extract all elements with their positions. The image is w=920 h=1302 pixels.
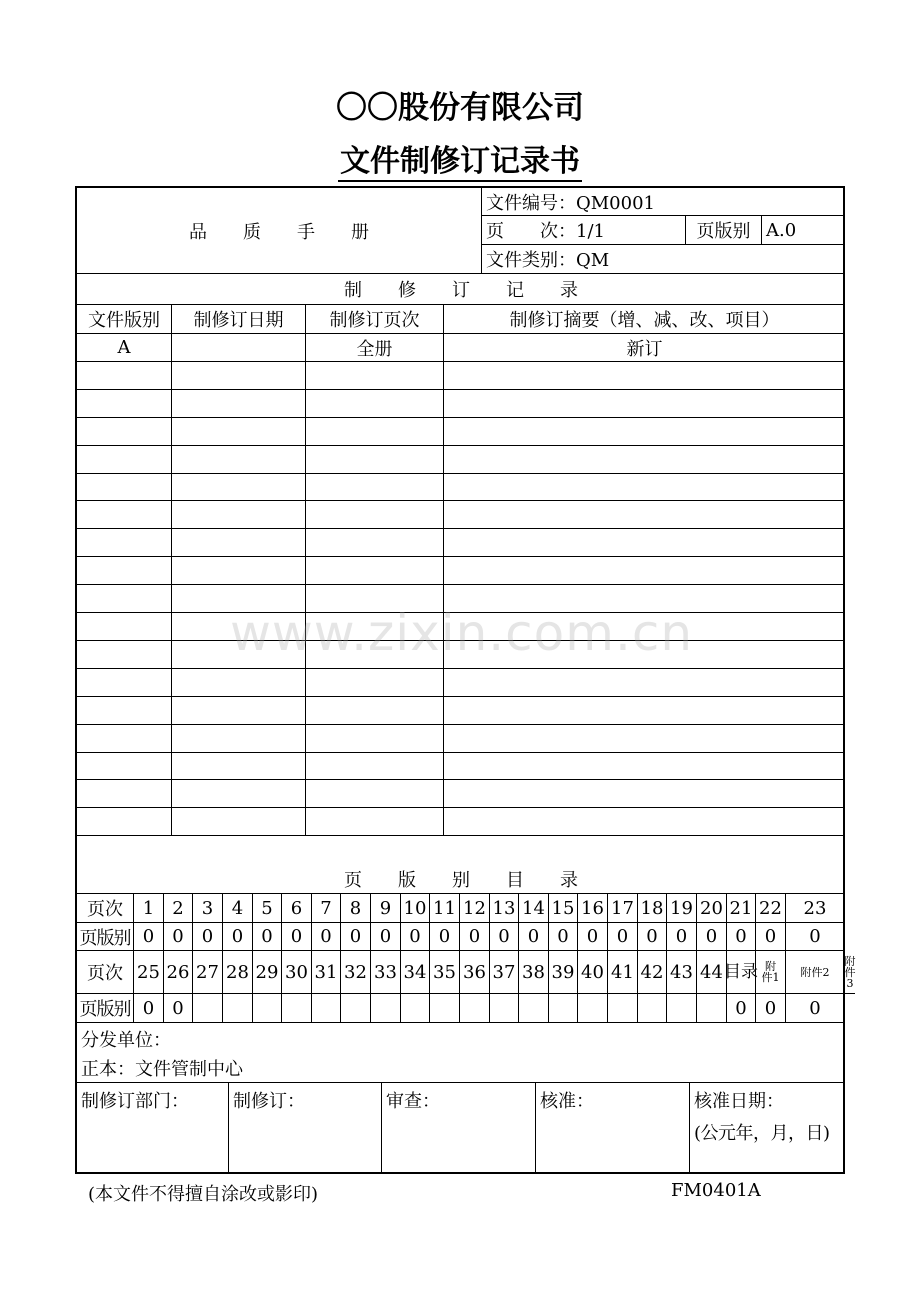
page-number-cell: 8: [341, 894, 371, 923]
page-version-cell: 0: [756, 923, 786, 951]
approve-date-label: 核准日期：: [694, 1091, 784, 1112]
revision-column-header: 制修订摘要（增、减、改、项目）: [444, 305, 845, 334]
page-number-cell: 23: [786, 894, 845, 923]
revision-cell: [306, 446, 444, 474]
revision-cell: [172, 501, 306, 529]
page-version-cell: 0: [134, 923, 164, 951]
page-number-cell: 2: [164, 894, 193, 923]
page-number-cell: 40: [578, 951, 608, 994]
revision-cell: [306, 390, 444, 418]
revision-cell: [444, 725, 845, 753]
catalog-appendix-cell: 附件3: [845, 951, 855, 994]
page-number-cell: 9: [371, 894, 401, 923]
revision-cell: [77, 585, 172, 613]
revision-cell: [444, 557, 845, 585]
page-number-cell: 5: [253, 894, 282, 923]
revision-cell: [444, 418, 845, 446]
page-number-cell: 41: [608, 951, 638, 994]
form-number: FM0401A: [671, 1180, 761, 1201]
revision-cell: [172, 418, 306, 446]
manual-name: 品 质 手 册: [77, 188, 482, 274]
page-version-cell: 0: [786, 923, 845, 951]
page-number-cell: 11: [430, 894, 460, 923]
revision-cell: [306, 780, 444, 808]
page-number-cell: 21: [727, 894, 756, 923]
revision-column-header: 制修订日期: [172, 305, 306, 334]
page-version-cell: [253, 994, 282, 1023]
page-number-cell: 36: [460, 951, 490, 994]
page-version-cell: 0: [460, 923, 490, 951]
page-number-cell: 29: [253, 951, 282, 994]
revision-cell: [306, 697, 444, 725]
page-version-cell: 0: [490, 923, 519, 951]
page-version-cell: 0: [223, 923, 253, 951]
page-number-cell: 27: [193, 951, 223, 994]
revision-cell: [172, 697, 306, 725]
doc-number: 文件编号：QM0001: [482, 188, 845, 216]
revision-cell: [444, 362, 845, 390]
page-number-cell: 44: [697, 951, 727, 994]
catalog-row-label: 页次: [77, 894, 134, 923]
revision-cell: [77, 390, 172, 418]
distribution-original: 正本：文件管制中心: [77, 1054, 845, 1083]
revision-cell: [77, 446, 172, 474]
revision-cell: [172, 334, 306, 362]
page-version-cell: [519, 994, 549, 1023]
revision-cell: [172, 529, 306, 557]
page-version-cell: 0: [638, 923, 667, 951]
page-number-cell: 16: [578, 894, 608, 923]
page-version-cell: 0: [253, 923, 282, 951]
page-version-cell: 0: [401, 923, 430, 951]
revision-cell: [444, 529, 845, 557]
revision-cell: [306, 753, 444, 780]
page-version-cell: [193, 994, 223, 1023]
revision-cell: [77, 780, 172, 808]
revision-cell: [306, 529, 444, 557]
page-number-cell: 22: [756, 894, 786, 923]
watermark: www.zixin.com.cn: [230, 604, 694, 662]
page-number-cell: 33: [371, 951, 401, 994]
page-number-cell: 37: [490, 951, 519, 994]
page-version-cell: 0: [430, 923, 460, 951]
page-version-cell: 0: [667, 923, 697, 951]
page-version-cell: 0: [727, 923, 756, 951]
page-number-cell: 13: [490, 894, 519, 923]
document-title: [0, 136, 920, 180]
revision-column-header: 文件版别: [77, 305, 172, 334]
revision-cell: [77, 529, 172, 557]
page-version-cell: [282, 994, 312, 1023]
revision-cell: [306, 501, 444, 529]
page-rev-value: A.0: [762, 216, 845, 245]
page-version-cell: [341, 994, 371, 1023]
signoff-reviser: 制修订：: [229, 1083, 382, 1174]
page-number-cell: 43: [667, 951, 697, 994]
page-version-cell: 0: [578, 923, 608, 951]
revision-record-title: 制 修 订 记 录: [77, 274, 845, 305]
page-version-cell: [371, 994, 401, 1023]
revision-cell: [77, 808, 172, 836]
catalog-row-label: 页版别: [77, 994, 134, 1023]
revision-cell: [306, 557, 444, 585]
page-number-cell: 20: [697, 894, 727, 923]
signoff-approve-date: [690, 1083, 845, 1174]
page-number-cell: 38: [519, 951, 549, 994]
revision-cell: [77, 697, 172, 725]
page-version-cell: [430, 994, 460, 1023]
page-number-cell: 19: [667, 894, 697, 923]
revision-cell: [172, 753, 306, 780]
revision-cell: [77, 474, 172, 501]
revision-cell: [444, 474, 845, 501]
page-version-cell: 0: [549, 923, 578, 951]
revision-cell: [306, 474, 444, 501]
revision-cell: [77, 753, 172, 780]
page-version-cell: 0: [341, 923, 371, 951]
revision-cell: [444, 697, 845, 725]
page-number-cell: 12: [460, 894, 490, 923]
page-version-cell: [223, 994, 253, 1023]
page-number-cell: 15: [549, 894, 578, 923]
page-version-cell: [697, 994, 727, 1023]
page-number-cell: 42: [638, 951, 667, 994]
signoff-approve: 核准：: [536, 1083, 690, 1174]
page-number-cell: 3: [193, 894, 223, 923]
page-version-cell: [312, 994, 341, 1023]
revision-column-header: 制修订页次: [306, 305, 444, 334]
revision-cell: [77, 557, 172, 585]
revision-cell: [444, 808, 845, 836]
catalog-row-label: 页版别: [77, 923, 134, 951]
page-version-cell: 0: [756, 994, 786, 1023]
revision-cell: [77, 725, 172, 753]
page-version-cell: [578, 994, 608, 1023]
page-version-cell: 0: [193, 923, 223, 951]
company-name: 〇〇股份有限公司: [336, 90, 584, 126]
page-rev-label: 页版别: [686, 216, 762, 245]
page-version-catalog-title: 页 版 别 目 录: [77, 864, 845, 894]
revision-cell: [77, 418, 172, 446]
page-version-cell: 0: [371, 923, 401, 951]
catalog-toc-cell: 目录: [727, 951, 756, 994]
revision-cell: [306, 669, 444, 697]
revision-cell: [172, 557, 306, 585]
page-number-cell: 34: [401, 951, 430, 994]
revision-cell: [444, 501, 845, 529]
page-number-cell: 32: [341, 951, 371, 994]
page-number-cell: 26: [164, 951, 193, 994]
page-version-cell: [490, 994, 519, 1023]
revision-cell: [306, 362, 444, 390]
catalog-appendix-cell: 附件2: [786, 951, 845, 994]
page-number-cell: 1: [134, 894, 164, 923]
revision-cell: [77, 362, 172, 390]
revision-cell: [77, 669, 172, 697]
footer-note: (本文件不得擅自涂改或影印): [88, 1184, 319, 1205]
signoff-dept: 制修订部门：: [77, 1083, 229, 1174]
revision-cell: A: [77, 334, 172, 362]
revision-cell: [172, 669, 306, 697]
page-number-cell: 10: [401, 894, 430, 923]
page-number-cell: 14: [519, 894, 549, 923]
page-number-cell: 17: [608, 894, 638, 923]
record-form: [75, 186, 856, 1174]
page-number-cell: 28: [223, 951, 253, 994]
revision-cell: 新订: [444, 334, 845, 362]
revision-cell: [172, 446, 306, 474]
revision-cell: [77, 641, 172, 669]
revision-cell: [444, 669, 845, 697]
page-number-cell: 18: [638, 894, 667, 923]
revision-cell: [172, 725, 306, 753]
revision-cell: [172, 780, 306, 808]
page-version-cell: 0: [786, 994, 845, 1023]
page-version-cell: [401, 994, 430, 1023]
page-version-cell: 0: [727, 994, 756, 1023]
revision-cell: [172, 390, 306, 418]
page-number-cell: 25: [134, 951, 164, 994]
page-number-cell: 4: [223, 894, 253, 923]
revision-cell: [306, 418, 444, 446]
revision-cell: [172, 474, 306, 501]
distribution-label: 分发单位：: [81, 1029, 171, 1051]
page-count: 页 次：1/1: [482, 216, 686, 245]
revision-cell: [77, 501, 172, 529]
page-version-cell: 0: [134, 994, 164, 1023]
page-version-cell: 0: [697, 923, 727, 951]
revision-cell: [444, 390, 845, 418]
revision-cell: [77, 613, 172, 641]
revision-cell: [172, 808, 306, 836]
revision-cell: [172, 362, 306, 390]
page-version-cell: 0: [312, 923, 341, 951]
page-version-cell: 0: [608, 923, 638, 951]
page-version-cell: 0: [164, 994, 193, 1023]
catalog-appendix-cell: 附件1: [756, 951, 786, 994]
revision-cell: [444, 446, 845, 474]
page-number-cell: 31: [312, 951, 341, 994]
page-number-cell: 35: [430, 951, 460, 994]
page-version-cell: [460, 994, 490, 1023]
page-version-cell: 0: [164, 923, 193, 951]
page-version-cell: [667, 994, 697, 1023]
revision-cell: [306, 808, 444, 836]
page-number-cell: 7: [312, 894, 341, 923]
page-version-cell: 0: [519, 923, 549, 951]
page-version-cell: 0: [282, 923, 312, 951]
signoff-review: 审查：: [382, 1083, 536, 1174]
page-number-cell: 39: [549, 951, 578, 994]
doc-type: 文件类别：QM: [482, 245, 845, 274]
approve-date-format: (公元年，月，日): [694, 1123, 830, 1144]
page-version-cell: [549, 994, 578, 1023]
revision-cell: [306, 725, 444, 753]
document-title-text: 文件制修订记录书: [338, 144, 582, 182]
revision-cell: 全册: [306, 334, 444, 362]
catalog-row-label: 页次: [77, 951, 134, 994]
page-number-cell: 30: [282, 951, 312, 994]
revision-cell: [444, 780, 845, 808]
page-number-cell: 6: [282, 894, 312, 923]
page-version-cell: [638, 994, 667, 1023]
revision-cell: [444, 753, 845, 780]
page-version-cell: [608, 994, 638, 1023]
